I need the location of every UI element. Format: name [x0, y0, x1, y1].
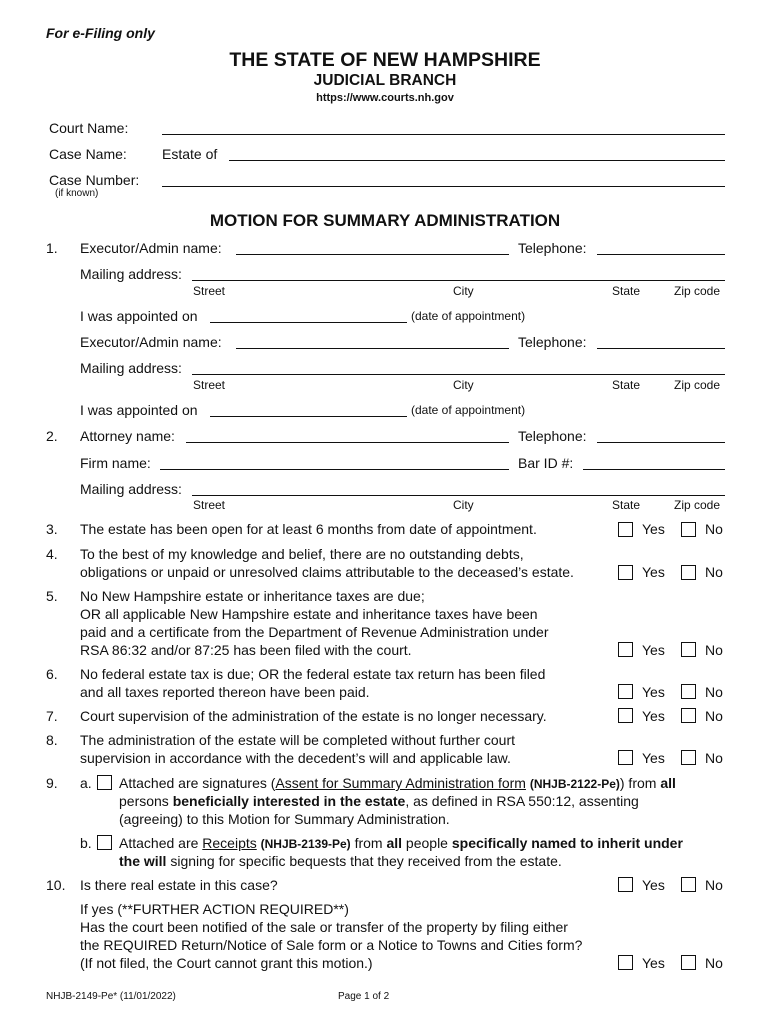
receipts-text: signing for specific bequests that they received from the estate. — [170, 853, 562, 869]
appointment-date-field[interactable] — [210, 322, 407, 323]
yes-label: Yes — [642, 955, 665, 971]
question-text: No New Hampshire estate or inheritance taxes are due; — [80, 588, 425, 604]
assent-bold: beneficially interested in the estate — [172, 793, 406, 809]
yes-checkbox[interactable] — [618, 642, 633, 657]
assent-line-1 — [119, 775, 676, 791]
mailing-address-field[interactable] — [192, 495, 725, 496]
receipts-text: Attached are — [119, 835, 199, 851]
telephone-field[interactable] — [597, 442, 725, 443]
yes-checkbox[interactable] — [618, 750, 633, 765]
no-checkbox[interactable] — [681, 750, 696, 765]
yes-label: Yes — [642, 642, 665, 658]
no-label: No — [705, 955, 723, 971]
city-caption: City — [453, 378, 474, 392]
receipts-checkbox[interactable] — [97, 835, 112, 850]
no-label: No — [705, 642, 723, 658]
yes-label: Yes — [642, 521, 665, 537]
item-number: 6. — [46, 666, 58, 682]
question-text: and all taxes reported thereon have been paid. — [80, 684, 370, 700]
if-known-note: (if known) — [55, 188, 99, 199]
zip-caption: Zip code — [674, 378, 721, 392]
question-text: To the best of my knowledge and belief, there are no outstanding debts, — [80, 546, 524, 562]
court-url: https://www.courts.nh.gov — [316, 92, 454, 104]
item-number: 4. — [46, 546, 58, 562]
question-text: paid and a certificate from the Department of Revenue Administration under — [80, 624, 549, 640]
question-text: (If not filed, the Court cannot grant this motion.) — [80, 955, 373, 971]
no-checkbox[interactable] — [681, 708, 696, 723]
no-checkbox[interactable] — [681, 877, 696, 892]
executor-name-field[interactable] — [236, 348, 509, 349]
executor-name-label: Executor/Admin name: — [80, 334, 222, 350]
appointed-label: I was appointed on — [80, 402, 198, 418]
form-title: MOTION FOR SUMMARY ADMINISTRATION — [209, 211, 561, 230]
yes-checkbox[interactable] — [618, 522, 633, 537]
telephone-label: Telephone: — [518, 428, 587, 444]
question-text: supervision in accordance with the decedent’s will and applicable law. — [80, 750, 511, 766]
form-id: NHJB-2149-Pe* (11/01/2022) — [46, 991, 176, 1002]
question-text: The administration of the estate will be completed without further court — [80, 732, 515, 748]
item-number: 10. — [46, 877, 66, 893]
zip-caption: Zip code — [674, 284, 721, 298]
bar-id-label: Bar ID #: — [518, 455, 574, 471]
no-checkbox[interactable] — [681, 684, 696, 699]
question-text: The estate has been open for at least 6 months from date of appointment. — [80, 521, 537, 537]
case-number-label: Case Number: — [49, 172, 140, 188]
receipts-line-2 — [119, 853, 562, 869]
bar-id-field[interactable] — [583, 469, 725, 470]
receipts-text: people — [405, 835, 448, 851]
telephone-field[interactable] — [597, 348, 725, 349]
page-subtitle: JUDICIAL BRANCH — [313, 72, 457, 89]
telephone-label: Telephone: — [518, 334, 587, 350]
no-label: No — [705, 521, 723, 537]
question-text: the REQUIRED Return/Notice of Sale form or a Notice to Towns and Cities form? — [80, 937, 583, 953]
assent-line-3: (agreeing) to this Motion for Summary Administration. — [119, 811, 450, 827]
yes-checkbox[interactable] — [618, 955, 633, 970]
no-checkbox[interactable] — [681, 522, 696, 537]
city-caption: City — [453, 498, 474, 512]
zip-caption: Zip code — [674, 498, 721, 512]
telephone-label: Telephone: — [518, 240, 587, 256]
estate-of-label: Estate of — [162, 146, 218, 162]
option-letter: a. — [80, 775, 92, 791]
receipts-bold: specifically named to inherit under — [451, 835, 683, 851]
page-title: THE STATE OF NEW HAMPSHIRE — [229, 49, 541, 71]
no-checkbox[interactable] — [681, 565, 696, 580]
yes-checkbox[interactable] — [618, 565, 633, 580]
item-number: 5. — [46, 588, 58, 604]
yes-label: Yes — [642, 750, 665, 766]
no-label: No — [705, 877, 723, 893]
assent-form-link[interactable]: Assent for Summary Administration form — [275, 775, 526, 791]
yes-checkbox[interactable] — [618, 708, 633, 723]
yes-checkbox[interactable] — [618, 877, 633, 892]
state-caption: State — [612, 284, 641, 298]
court-name-label: Court Name: — [49, 120, 129, 136]
page-number: Page 1 of 2 — [338, 991, 390, 1002]
mailing-address-field[interactable] — [192, 280, 725, 281]
yes-checkbox[interactable] — [618, 684, 633, 699]
item-number: 3. — [46, 521, 58, 537]
yes-label: Yes — [642, 877, 665, 893]
question-text: Is there real estate in this case? — [80, 877, 278, 893]
firm-name-label: Firm name: — [80, 455, 151, 471]
mailing-address-field[interactable] — [192, 374, 725, 375]
item-number: 9. — [46, 775, 58, 791]
assent-all: all — [660, 775, 676, 791]
yes-label: Yes — [642, 708, 665, 724]
assent-text: Attached are signatures ( — [119, 775, 276, 791]
mailing-address-label: Mailing address: — [80, 481, 182, 497]
street-caption: Street — [193, 378, 226, 392]
case-number-field[interactable] — [162, 186, 725, 187]
no-checkbox[interactable] — [681, 955, 696, 970]
appointed-label: I was appointed on — [80, 308, 198, 324]
attorney-name-field[interactable] — [186, 442, 509, 443]
receipts-text: from — [354, 835, 383, 851]
city-caption: City — [453, 284, 474, 298]
item-number: 7. — [46, 708, 58, 724]
no-label: No — [705, 564, 723, 580]
question-text: RSA 86:32 and/or 87:25 has been filed with the court. — [80, 642, 412, 658]
executor-name-label: Executor/Admin name: — [80, 240, 222, 256]
receipts-all: all — [386, 835, 403, 851]
item-number: 8. — [46, 732, 58, 748]
date-of-appointment-caption: (date of appointment) — [411, 309, 526, 323]
receipts-line-1 — [119, 835, 683, 851]
assent-checkbox[interactable] — [97, 775, 112, 790]
receipts-form-code: (NHJB-2139-Pe) — [260, 837, 351, 851]
question-text: Has the court been notified of the sale or transfer of the property by filing either — [80, 919, 568, 935]
no-checkbox[interactable] — [681, 642, 696, 657]
appointment-date-field[interactable] — [210, 416, 407, 417]
question-text: No federal estate tax is due; OR the federal estate tax return has been filed — [80, 666, 546, 682]
assent-text: , as defined in RSA 550:12, assenting — [405, 793, 639, 809]
item-number: 2. — [46, 428, 58, 444]
state-caption: State — [612, 498, 641, 512]
option-letter: b. — [80, 835, 92, 851]
question-text: If yes (**FURTHER ACTION REQUIRED**) — [80, 901, 349, 917]
item-number: 1. — [46, 240, 58, 256]
question-text: OR all applicable New Hampshire estate and inheritance taxes have been — [80, 606, 538, 622]
efiling-banner: For e-Filing only — [46, 25, 155, 41]
case-name-label: Case Name: — [49, 146, 127, 162]
attorney-name-label: Attorney name: — [80, 428, 175, 444]
street-caption: Street — [193, 498, 226, 512]
court-name-field[interactable] — [162, 134, 725, 135]
receipts-link[interactable]: Receipts — [202, 835, 257, 851]
assent-form-code: (NHJB-2122-Pe) — [529, 777, 620, 791]
date-of-appointment-caption: (date of appointment) — [411, 403, 526, 417]
executor-name-field[interactable] — [236, 254, 509, 255]
yes-label: Yes — [642, 564, 665, 580]
receipts-bold: the will — [119, 853, 167, 869]
question-text: obligations or unpaid or unresolved claims attributable to the deceased’s estate. — [80, 564, 574, 580]
assent-text: ) from — [619, 775, 657, 791]
assent-text: persons — [119, 793, 169, 809]
mailing-address-label: Mailing address: — [80, 266, 182, 282]
assent-line-2 — [119, 793, 639, 809]
telephone-field[interactable] — [597, 254, 725, 255]
yes-label: Yes — [642, 684, 665, 700]
mailing-address-label: Mailing address: — [80, 360, 182, 376]
no-label: No — [705, 708, 723, 724]
no-label: No — [705, 750, 723, 766]
question-text: Court supervision of the administration of the estate is no longer necessary. — [80, 708, 547, 724]
street-caption: Street — [193, 284, 226, 298]
state-caption: State — [612, 378, 641, 392]
no-label: No — [705, 684, 723, 700]
firm-name-field[interactable] — [160, 469, 509, 470]
case-name-field[interactable] — [229, 160, 725, 161]
